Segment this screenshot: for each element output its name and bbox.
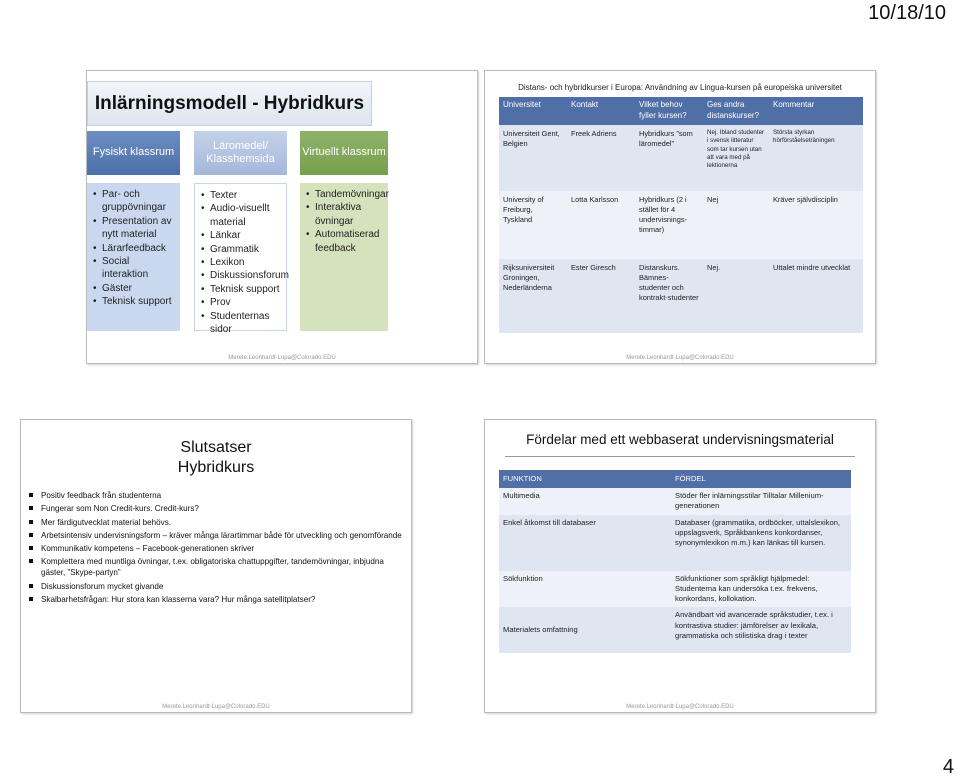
table-cell: Hybridkurs (2 i stället för 4 undervisnings-timmar) xyxy=(635,191,703,259)
slide-footer: Merete.Leonhardt-Lupa@Colorado.EDU xyxy=(162,704,270,710)
table-cell: Kräver självdisciplin xyxy=(769,191,863,259)
table-cell: Stöder fler inlärningsstilar Tilltalar Millenium-generationen xyxy=(671,488,851,515)
list-item: Skalbarhetsfrågan: Hur stora kan klasserna vara? Hur många satellitplatser? xyxy=(29,594,403,605)
column-list-learning-material xyxy=(194,183,289,336)
table-row xyxy=(499,488,851,515)
list-item: • Texter xyxy=(201,189,280,202)
slide-learning-model xyxy=(86,70,478,364)
table-cell: Uttalet mindre utvecklat xyxy=(769,259,863,333)
list-item: • Presentation av nytt material xyxy=(93,215,174,242)
table-cell: Sökfunktioner som språkligt hjälpmedel: Studenterna kan undersöka t.ex. frekvens, konkordans, kollokation. xyxy=(671,571,851,608)
universities-table xyxy=(499,97,863,333)
table-row xyxy=(499,191,863,259)
table-header: FÖRDEL xyxy=(671,470,851,488)
table-header: Kontakt xyxy=(567,97,635,125)
table-row xyxy=(499,607,851,653)
table-cell: Enkel åtkomst till databaser xyxy=(499,515,671,571)
slide-footer: Merete.Leonhardt-Lupa@Colorado.EDU xyxy=(228,355,336,361)
column-heading-virtual-classroom: Virtuellt klassrum xyxy=(300,131,388,175)
table-cell: Universiteit Gent, Belgien xyxy=(499,125,567,191)
table-cell: Nej xyxy=(703,191,769,259)
table-row xyxy=(499,515,851,571)
title-divider xyxy=(505,456,855,457)
list-item: • Teknisk support xyxy=(201,283,280,296)
table-cell: Ester Giresch xyxy=(567,259,635,333)
list-item: • Automatiserad feedback xyxy=(306,228,382,255)
list-item: • Prov xyxy=(201,296,280,309)
table-cell: Sökfunktion xyxy=(499,571,671,608)
table-cell: Hybridkurs ”som läromedel” xyxy=(635,125,703,191)
slide-title: Inlärningsmodell - Hybridkurs xyxy=(87,81,372,126)
table-cell: Databaser (grammatika, ordböcker, uttalslexikon, uppslagsverk, Språkbankens konkordanser, synonymlexikon m.m.) kan länkas till kursen. xyxy=(671,515,851,571)
list-item: Fungerar som Non Credit-kurs. Credit-kurs? xyxy=(29,503,403,514)
table-cell: Rijksuniversiteit Groningen, Nederländerna xyxy=(499,259,567,333)
conclusions-list xyxy=(29,490,403,607)
list-item: • Social interaktion xyxy=(93,255,174,282)
slide-conclusions xyxy=(20,419,412,713)
list-item: • Studenternas sidor xyxy=(201,310,280,337)
table-header: Universitet xyxy=(499,97,567,125)
advantages-table xyxy=(499,470,851,653)
table-cell: Användbart vid avancerade språkstudier, t.ex. i kontrastiva studier: jämförelser av lexikala, grammatiska och stilistiska drag i texter xyxy=(671,607,851,653)
column-list-physical-classroom xyxy=(87,183,180,331)
list-item: • Teknisk support xyxy=(93,295,174,308)
table-header: Vilket behov fyller kursen? xyxy=(635,97,703,125)
table-header: Kommentar xyxy=(769,97,863,125)
column-heading-physical-classroom: Fysiskt klassrum xyxy=(87,131,180,175)
slide-title-line: Slutsatser xyxy=(180,439,252,456)
table-cell: Nej. xyxy=(703,259,769,333)
page-number: 4 xyxy=(942,756,954,778)
column-list-virtual-classroom xyxy=(300,183,388,331)
list-item: Arbetsintensiv undervisningsform – kräver många lärartimmar både för utveckling och genomförande xyxy=(29,530,403,541)
slide-footer: Merete.Leonhardt-Lupa@Colorado.EDU xyxy=(626,704,734,710)
table-cell: Lotta Karlsson xyxy=(567,191,635,259)
list-item: • Par- och gruppövningar xyxy=(93,188,174,215)
list-item: • Gäster xyxy=(93,282,174,295)
list-item: • Audio-visuellt material xyxy=(201,202,280,229)
list-item: • Interaktiva övningar xyxy=(306,201,382,228)
slide-title-line: Hybridkurs xyxy=(177,459,255,476)
table-cell: Freek Adriens xyxy=(567,125,635,191)
table-row xyxy=(499,259,863,333)
list-item: Positiv feedback från studenterna xyxy=(29,490,403,501)
list-item: Diskussionsforum mycket givande xyxy=(29,581,403,592)
list-item: Mer färdigutvecklat material behövs. xyxy=(29,517,403,528)
slide-title: Fördelar med ett webbaserat undervisningsmaterial xyxy=(526,432,834,447)
list-item: • Diskussionsforum xyxy=(201,269,280,282)
list-item: • Lexikon xyxy=(201,256,280,269)
table-cell: Nej. Ibland studenter i svensk litteratur som tar kursen utan att vara med på lektionerna xyxy=(703,125,769,191)
slide-advantages xyxy=(484,419,876,713)
list-item: • Lärarfeedback xyxy=(93,242,174,255)
table-cell: Största styrkan hörförståelseträningen xyxy=(769,125,863,191)
slide-european-universities xyxy=(484,70,876,364)
table-cell: University of Freiburg, Tyskland xyxy=(499,191,567,259)
header-date: 10/18/10 xyxy=(868,2,946,24)
slide-title: Distans- och hybridkurser i Europa: Användning av Lingua-kursen på europeiska universitet xyxy=(518,83,842,92)
table-row xyxy=(499,125,863,191)
table-cell: Materialets omfattning xyxy=(499,607,671,653)
list-item: • Grammatik xyxy=(201,243,280,256)
table-cell: Multimedia xyxy=(499,488,671,515)
slide-title xyxy=(21,438,411,478)
table-header: FUNKTION xyxy=(499,470,671,488)
table-row xyxy=(499,571,851,608)
list-item: • Länkar xyxy=(201,229,280,242)
slide-footer: Merete.Leonhardt-Lupa@Colorado.EDU xyxy=(626,355,734,361)
table-cell: Distanskurs. Bämnes-studenter och kontrakt-studenter xyxy=(635,259,703,333)
list-item: Kommunikativ kompetens – Facebook-generationen skriver xyxy=(29,543,403,554)
column-heading-learning-material: Läromedel/ Klasshemsida xyxy=(194,131,287,175)
list-item: • Tandemövningar xyxy=(306,188,382,201)
table-header: Ges andra distanskurser? xyxy=(703,97,769,125)
list-item: Komplettera med muntliga övningar, t.ex. obligatoriska chattuppgifter, tandemövningar, inbjudna gäster, ”Skype-partyn” xyxy=(29,556,403,578)
